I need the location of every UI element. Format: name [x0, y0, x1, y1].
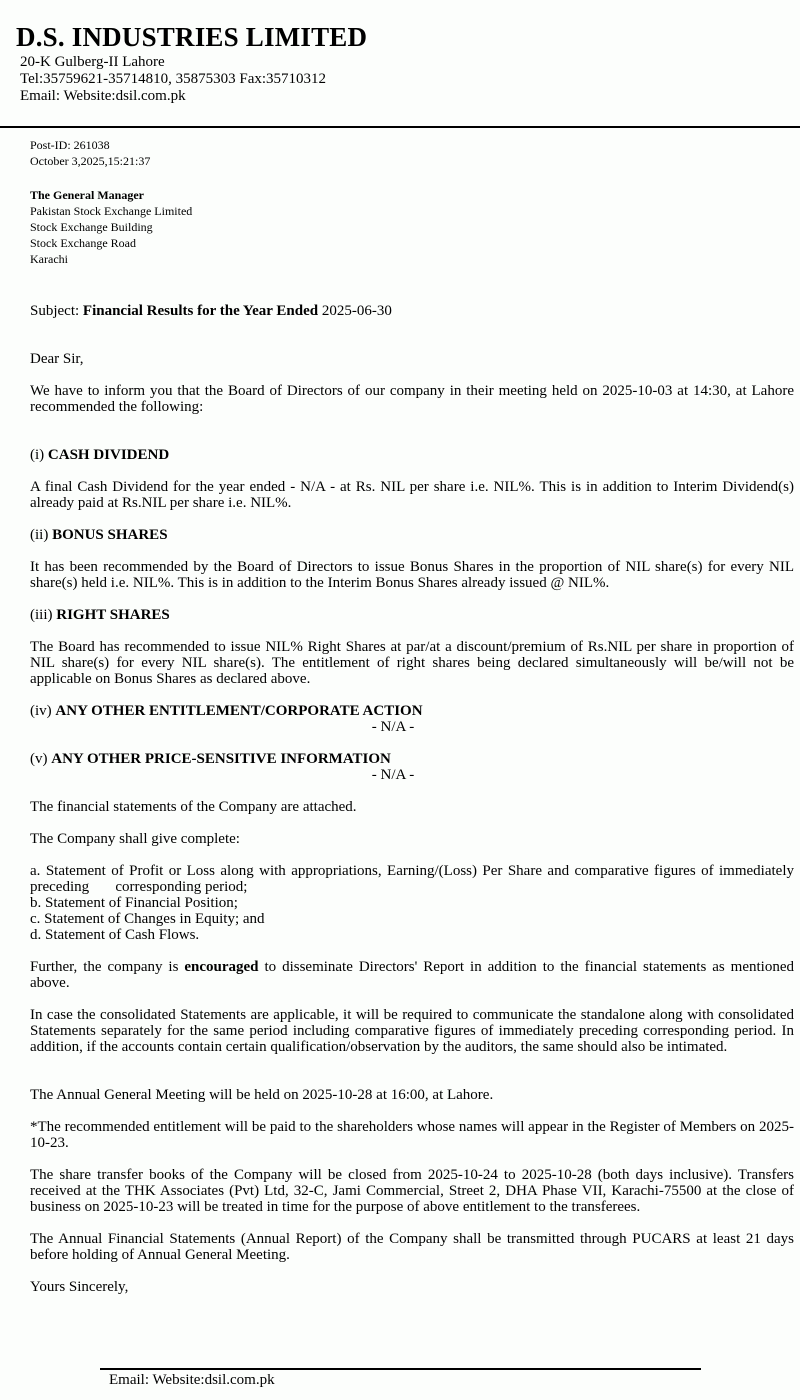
- further-paragraph: [30, 959, 794, 991]
- section-body-price-sensitive: - N/A -: [371, 767, 415, 783]
- section-title: CASH DIVIDEND: [47, 447, 170, 463]
- section-heading-other-entitlement: [30, 703, 794, 719]
- recipient-line: Stock Exchange Road: [30, 236, 136, 250]
- transfer-paragraph: The share transfer books of the Company will be closed from 2025-10-24 to 2025-10-28 (both days inclusive). Transfers received at the THK Associates (Pvt) Ltd, 32-C, Jami Commercial, Street 2, DHA Phase VII, Karachi-75500 at the close of business on 2025-10-23 will be treated in time for the purpose of above entitlement to the transferees.: [30, 1167, 794, 1215]
- intro-paragraph: We have to inform you that the Board of Directors of our company in their meeting held on 2025-10-03 at 14:30, at Lahore recommended the following:: [30, 383, 794, 415]
- section-number: (ii): [30, 527, 49, 543]
- post-id: Post-ID: 261038: [30, 138, 110, 152]
- recipient-line: Stock Exchange Building: [30, 220, 153, 234]
- annual-report-paragraph: The Annual Financial Statements (Annual Report) of the Company shall be transmitted through PUCARS at least 21 days before holding of Annual General Meeting.: [30, 1231, 794, 1263]
- agm-paragraph: The Annual General Meeting will be held on 2025-10-28 at 16:00, at Lahore.: [30, 1087, 494, 1103]
- statements-list: [30, 863, 794, 943]
- shall-give-note: The Company shall give complete:: [30, 831, 240, 847]
- closing: Yours Sincerely,: [30, 1279, 129, 1295]
- section-heading-right-shares: [30, 607, 794, 623]
- subject-date: 2025-06-30: [321, 303, 392, 319]
- company-address: 20-K Gulberg-II Lahore: [20, 54, 165, 70]
- header-divider: [0, 126, 800, 128]
- post-datetime: October 3,2025,15:21:37: [30, 154, 151, 168]
- section-number: (iv): [30, 703, 52, 719]
- section-heading-cash-dividend: [30, 447, 794, 463]
- statement-item: d. Statement of Cash Flows.: [30, 927, 200, 943]
- section-title: BONUS SHARES: [52, 527, 168, 543]
- section-title: RIGHT SHARES: [56, 607, 170, 623]
- statement-item: a. Statement of Profit or Loss along with appropriations, Earning/(Loss) Per Share and comparative figures of immediately preceding corresponding period;: [30, 863, 794, 895]
- section-body-right-shares: The Board has recommended to issue NIL% Right Shares at par/at a discount/premium of Rs.NIL per share in proportion of NIL share(s) for every NIL share(s). The entitlement of right shares being declared simultaneously will be/will not be applicable on Bonus Shares as declared above.: [30, 639, 794, 687]
- statement-item: c. Statement of Changes in Equity; and: [30, 911, 265, 927]
- company-name: D.S. INDUSTRIES LIMITED: [16, 22, 368, 52]
- recipient-title: The General Manager: [30, 188, 144, 202]
- section-number: (i): [30, 447, 45, 463]
- consolidated-paragraph: In case the consolidated Statements are applicable, it will be required to communicate the standalone along with consolidated Statements separately for the same period including comparative figures of immediately preceding corresponding period. In addition, if the accounts contain certain qualification/observation by the auditors, the same should also be intimated.: [30, 1007, 794, 1055]
- further-text: Further, the company is: [30, 959, 185, 975]
- subject-line: [30, 303, 794, 319]
- section-title: ANY OTHER PRICE-SENSITIVE INFORMATION: [51, 751, 391, 767]
- attached-note: The financial statements of the Company are attached.: [30, 799, 357, 815]
- further-emphasis: encouraged: [184, 959, 259, 975]
- section-title: ANY OTHER ENTITLEMENT/CORPORATE ACTION: [55, 703, 423, 719]
- section-heading-bonus-shares: [30, 527, 794, 543]
- recipient-line: Pakistan Stock Exchange Limited: [30, 204, 193, 218]
- section-number: (v): [30, 751, 48, 767]
- section-number: (iii): [30, 607, 53, 623]
- company-phone: Tel:35759621-35714810, 35875303 Fax:35710312: [20, 71, 327, 87]
- footer-email: Email: Website:dsil.com.pk: [109, 1372, 275, 1388]
- section-heading-price-sensitive: [30, 751, 794, 767]
- footer-divider: [100, 1368, 701, 1370]
- subject-label: Subject:: [30, 303, 80, 319]
- salutation: Dear Sir,: [30, 351, 84, 367]
- company-email: Email: Website:dsil.com.pk: [20, 88, 186, 104]
- entitlement-paragraph: *The recommended entitlement will be paid to the shareholders whose names will appear in the Register of Members on 2025-10-23.: [30, 1119, 794, 1151]
- further-text: to disseminate Directors' Report in addition to the financial statements as mentioned above.: [30, 959, 794, 991]
- section-body-cash-dividend: A final Cash Dividend for the year ended - N/A - at Rs. NIL per share i.e. NIL%. This is in addition to Interim Dividend(s) already paid at Rs.NIL per share i.e. NIL%.: [30, 479, 794, 511]
- subject-text: Financial Results for the Year Ended: [82, 303, 319, 319]
- recipient-line: Karachi: [30, 252, 68, 266]
- statement-item: b. Statement of Financial Position;: [30, 895, 238, 911]
- section-body-bonus-shares: It has been recommended by the Board of Directors to issue Bonus Shares in the proportion of NIL share(s) for every NIL share(s) held i.e. NIL%. This is in addition to the Interim Bonus Shares already issued @ NIL%.: [30, 559, 794, 591]
- section-body-other-entitlement: - N/A -: [371, 719, 415, 735]
